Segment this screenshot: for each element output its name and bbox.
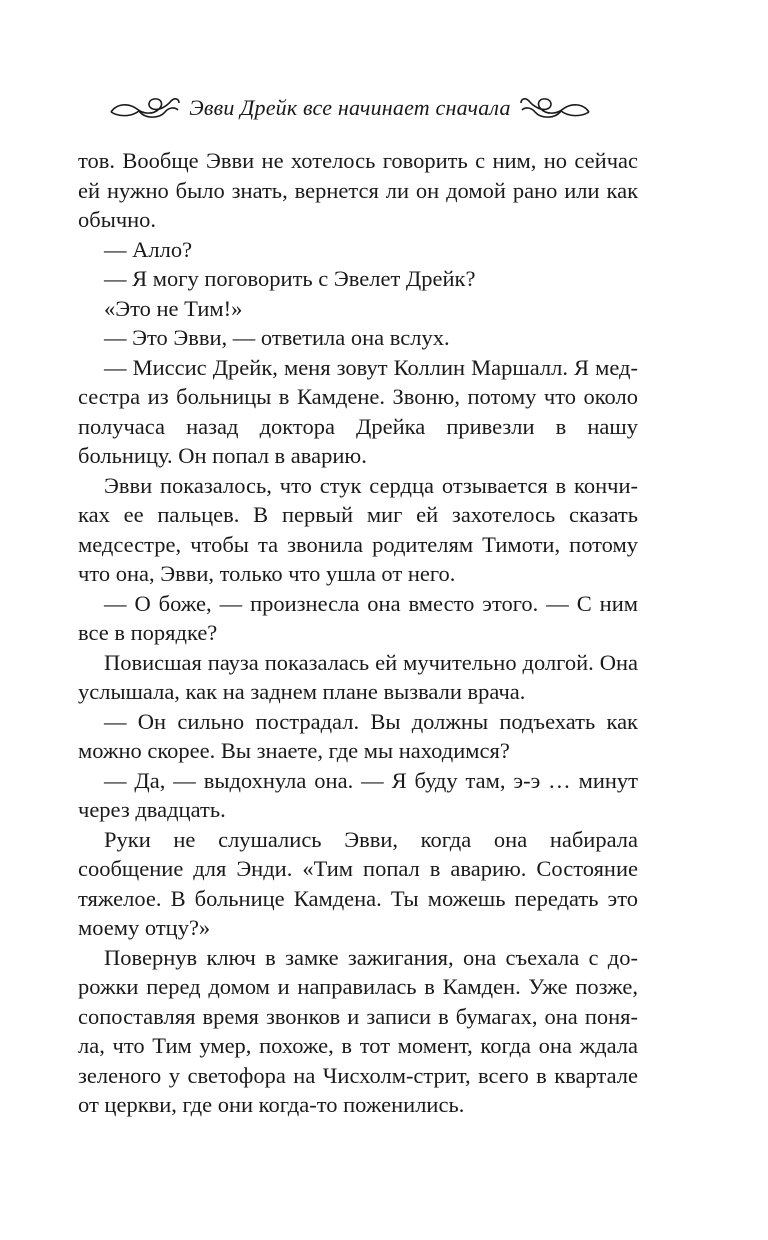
running-head-title: Эвви Дрейк все начинает сначала bbox=[189, 95, 511, 120]
paragraph: «Это не Тим!» bbox=[104, 295, 243, 321]
ornament-swirl-icon bbox=[519, 95, 591, 121]
running-head bbox=[100, 88, 600, 128]
paragraph: — Я могу поговорить с Эвелет Дрейк? bbox=[104, 266, 476, 291]
body-text bbox=[78, 146, 638, 1120]
paragraph: — Это Эвви, — ответила она вслух. bbox=[104, 325, 450, 350]
paragraph: — О боже, — произнесла она вместо этого. — С ним все в порядке? bbox=[78, 590, 638, 645]
paragraph: Руки не слушались Эвви, когда она набирала сообщение для Энди. «Тим попал в аварию. Состояние тяжелое. В больнице Камдена. Ты можешь передать это моему отцу?» bbox=[78, 826, 638, 940]
paragraph: тов. Вообще Эвви не хотелось говорить с ним, но сейчас ей нужно было знать, вернется ли он домой рано или как обычно. bbox=[78, 148, 638, 232]
paragraph: — Алло? bbox=[104, 236, 193, 262]
paragraph: — Он сильно пострадал. Вы должны подъехать как можно скорее. Вы знаете, где мы находимся? bbox=[78, 708, 638, 763]
paragraph: Повисшая пауза показалась ей мучительно долгой. Она услышала, как на заднем плане вызвали врача. bbox=[78, 649, 638, 704]
paragraph: — Да, — выдохнула она. — Я буду там, э-э … минут через двадцать. bbox=[78, 767, 638, 822]
paragraph: — Миссис Дрейк, меня зовут Коллин Маршалл. Я медсестра из больницы в Камдене. Звоню, потому что около получаса назад доктора Дрейка привезли в нашу больницу. Он попал в аварию. bbox=[78, 354, 638, 468]
ornament-swirl-icon bbox=[109, 95, 181, 121]
paragraph: Эвви показалось, что стук сердца отзывается в кончиках ее пальцев. В первый миг ей захотелось сказать медсестре, чтобы та звонила родителям Тимоти, потому что она, Эвви, только что ушла от него. bbox=[78, 472, 638, 586]
paragraph: Повернув ключ в замке зажигания, она съехала с дорожки перед домом и направилась в Камден. Уже позже, сопоставляя время звонков и записи в бумагах, она поняла, что Тим умер, похоже, в тот момент, когда она ждала зеленого у светофора на Чисхолм-стрит, всего в квартале от церкви, где они когда-то поженились. bbox=[78, 944, 638, 1117]
